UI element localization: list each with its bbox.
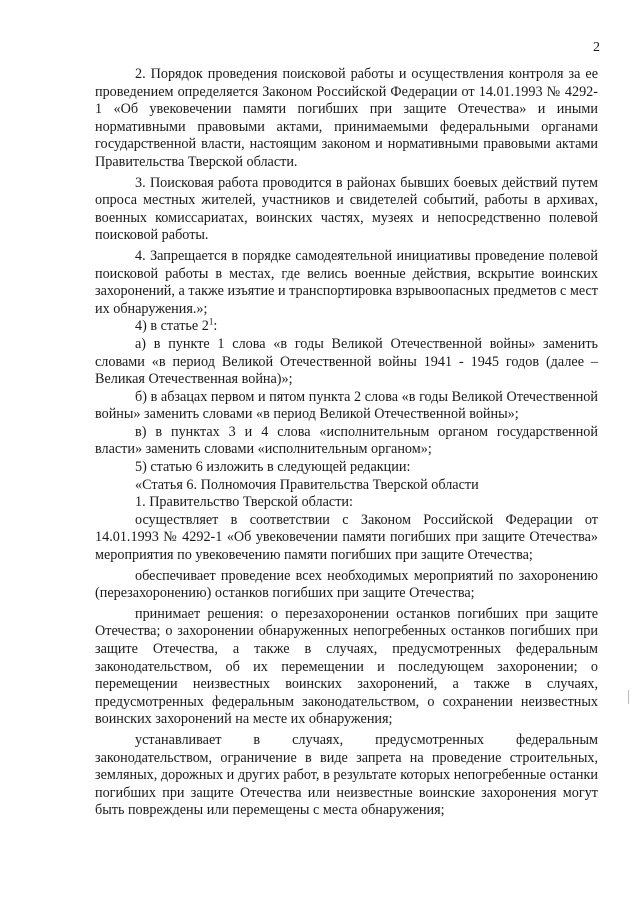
paragraph-item-4a: а) в пункте 1 слова «в годы Великой Отечественной войны» заменить словами «в период Великой Отечественной войны 1941 - 1945 годов (далее – Великая Отечественная война)»;	[95, 335, 598, 388]
item-4-superscript: 1	[208, 316, 214, 327]
paragraph-item-4v: в) в пунктах 3 и 4 слова «исполнительным органом государственной власти» заменить словами «исполнительным органом»;	[95, 423, 598, 458]
paragraph-establishes: устанавливает в случаях, предусмотренных федеральным законодательством, ограничение в виде запрета на проведение строительных, земляных, дорожных и других работ, в результате которых непогребенные останки погибших при защите Отечества или неизвестные воинские захоронения могут быть повреждены или перемещены с места обнаружения;	[95, 731, 598, 819]
document-body	[95, 66, 598, 820]
paragraph-2-procedure: 2. Порядок проведения поисковой работы и осуществления контроля за ее проведением определяется Законом Российской Федерации от 14.01.1993 № 4292-1 «Об увековечении памяти погибших при защите Отечества» и иными нормативными правовыми актами, принимаемыми федеральными органами государственной власти, настоящим законом и нормативными правовыми актами Правительства Тверской области.	[95, 66, 598, 170]
article-6-heading: «Статья 6. Полномочия Правительства Тверской области	[135, 476, 479, 493]
article-6-item-1: 1. Правительство Тверской области:	[135, 494, 353, 511]
paragraph-4-prohibition: 4. Запрещается в порядке самодеятельной инициативы проведение полевой поисковой работы в местах, где велись военные действия, вскрытие воинских захоронений, а также изъятие и транспортировка взрывоопасных предметов с мест их обнаружения.»;	[95, 247, 598, 317]
page-number: 2	[593, 40, 600, 55]
paragraph-3-search-work: 3. Поисковая работа проводится в районах бывших боевых действий путем опроса местных жителей, участников и свидетелей событий, работы в архивах, военных комиссариатах, воинских частях, музеях и непосредственно полевой поисковой работы.	[95, 174, 598, 244]
margin-mark	[628, 690, 629, 704]
item-4-prefix: 4) в статье 2	[135, 318, 209, 335]
paragraph-item-5: 5) статью 6 изложить в следующей редакции:	[135, 459, 411, 476]
paragraph-decides: принимает решения: о перезахоронении останков погибших при защите Отечества; о захоронении обнаруженных непогребенных останков погибших при защите Отечества, а также в случаях, предусмотренных федеральным законодательством, об их перемещении и последующем захоронении; о перемещении неизвестных воинских захоронений, а также в случаях, предусмотренных федеральным законодательством, о сохранении неизвестных воинских захоронений на месте их обнаружения;	[95, 605, 598, 728]
item-4-suffix: :	[213, 318, 218, 335]
paragraph-item-4b: б) в абзацах первом и пятом пункта 2 слова «в годы Великой Отечественной войны» заменить словами «в период Великой Отечественной войны»;	[95, 388, 598, 423]
paragraph-ensures: обеспечивает проведение всех необходимых мероприятий по захоронению (перезахоронению) останков погибших при защите Отечества;	[95, 567, 598, 602]
paragraph-item-4	[95, 318, 598, 336]
paragraph-implements: осуществляет в соответствии с Законом Российской Федерации от 14.01.1993 № 4292-1 «Об увековечении памяти погибших при защите Отечества» мероприятия по увековечению памяти погибших при защите Отечества;	[95, 511, 598, 564]
